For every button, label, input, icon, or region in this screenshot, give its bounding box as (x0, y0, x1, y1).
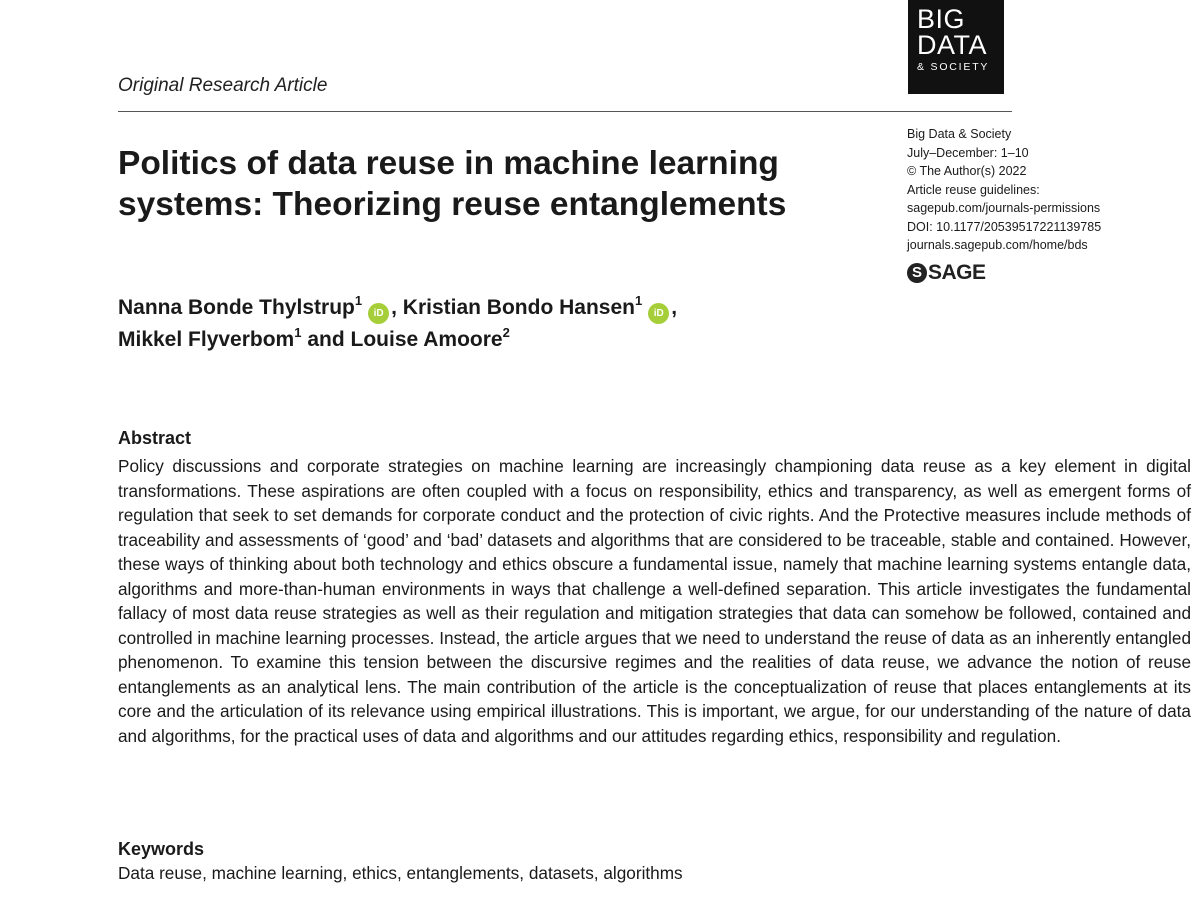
author-affiliation: 1 (354, 293, 363, 308)
logo-line-3: & SOCIETY (917, 61, 990, 73)
author-list (118, 292, 878, 356)
author-name[interactable]: Louise Amoore (350, 328, 503, 351)
journal-issue: July–December: 1–10 (907, 145, 1029, 160)
journal-name: Big Data & Society (907, 127, 1012, 141)
reuse-link[interactable]: sagepub.com/journals-permissions (907, 201, 1101, 215)
author-separator: and (307, 328, 345, 351)
copyright: © The Author(s) 2022 (907, 164, 1027, 178)
orcid-icon[interactable]: iD (648, 303, 669, 324)
keywords-text: Data reuse, machine learning, ethics, entanglements, datasets, algorithms (118, 863, 683, 883)
title-line-1: Politics of data reuse in machine learning (118, 145, 779, 182)
author-affiliation: 1 (634, 293, 643, 308)
reuse-label: Article reuse guidelines: (907, 182, 1040, 197)
author-name[interactable]: Kristian Bondo Hansen (402, 296, 635, 319)
sage-mark-icon: S (907, 263, 927, 283)
author-affiliation: 1 (294, 325, 302, 340)
publisher-name: SAGE (928, 261, 986, 284)
journal-info (907, 125, 1192, 255)
abstract-heading: Abstract (118, 428, 192, 448)
article-type: Original Research Article (118, 75, 328, 96)
logo-line-2: DATA (917, 30, 988, 60)
journal-logo (908, 0, 1004, 94)
author-separator: , (391, 296, 397, 319)
author-name[interactable]: Nanna Bonde Thylstrup (118, 296, 355, 319)
publisher-logo (907, 262, 986, 284)
author-name[interactable]: Mikkel Flyverbom (118, 328, 295, 351)
author-affiliation: 2 (502, 325, 510, 340)
keywords-heading: Keywords (118, 839, 205, 859)
author-row-2 (118, 324, 878, 356)
author-separator: , (671, 296, 678, 319)
abstract-text: Policy discussions and corporate strategies on machine learning are increasingly championing data reuse as a key element in digital transformations. These aspirations are often coupled with a focus on responsibility, ethics and transparency, as well as emergent forms of regulation that seek to set demands for corporate conduct and the protection of civic rights. And the Protective measures include methods of traceability and assessments of ‘good’ and ‘bad’ datasets and algorithms that are considered to be traceable, stable and contained. However, these ways of thinking about both technology and ethics obscure a fundamental issue, namely that machine learning systems entangle data, algorithms and more-than-human environments in ways that challenge a well-defined separation. This article investigates the fundamental fallacy of most data reuse strategies as well as their regulation and mitigation strategies that data can somehow be followed, contained and controlled in machine learning processes. Instead, the article argues that we need to understand the reuse of data as an inherently entangled phenomenon. To examine this tension between the discursive regimes and the realities of data reuse, we advance the notion of reuse entanglements as an analytical lens. The main contribution of the article is the conceptualization of reuse that places entanglements at its core and the articulation of its relevance using empirical illustrations. This is important, we argue, for our understanding of the nature of data and algorithms, for the practical uses of data and algorithms and our attitudes regarding ethics, responsibility and regulation. (118, 456, 1191, 746)
doi[interactable]: DOI: 10.1177/20539517221139785 (907, 219, 1102, 234)
header-divider (118, 111, 1012, 112)
logo-line-1: BIG (917, 4, 966, 34)
journal-link[interactable]: journals.sagepub.com/home/bds (907, 238, 1088, 252)
title-line-2: systems: Theorizing reuse entanglements (118, 186, 787, 223)
article-title (118, 143, 878, 225)
orcid-icon[interactable]: iD (368, 303, 389, 324)
author-row-1 (118, 292, 878, 324)
